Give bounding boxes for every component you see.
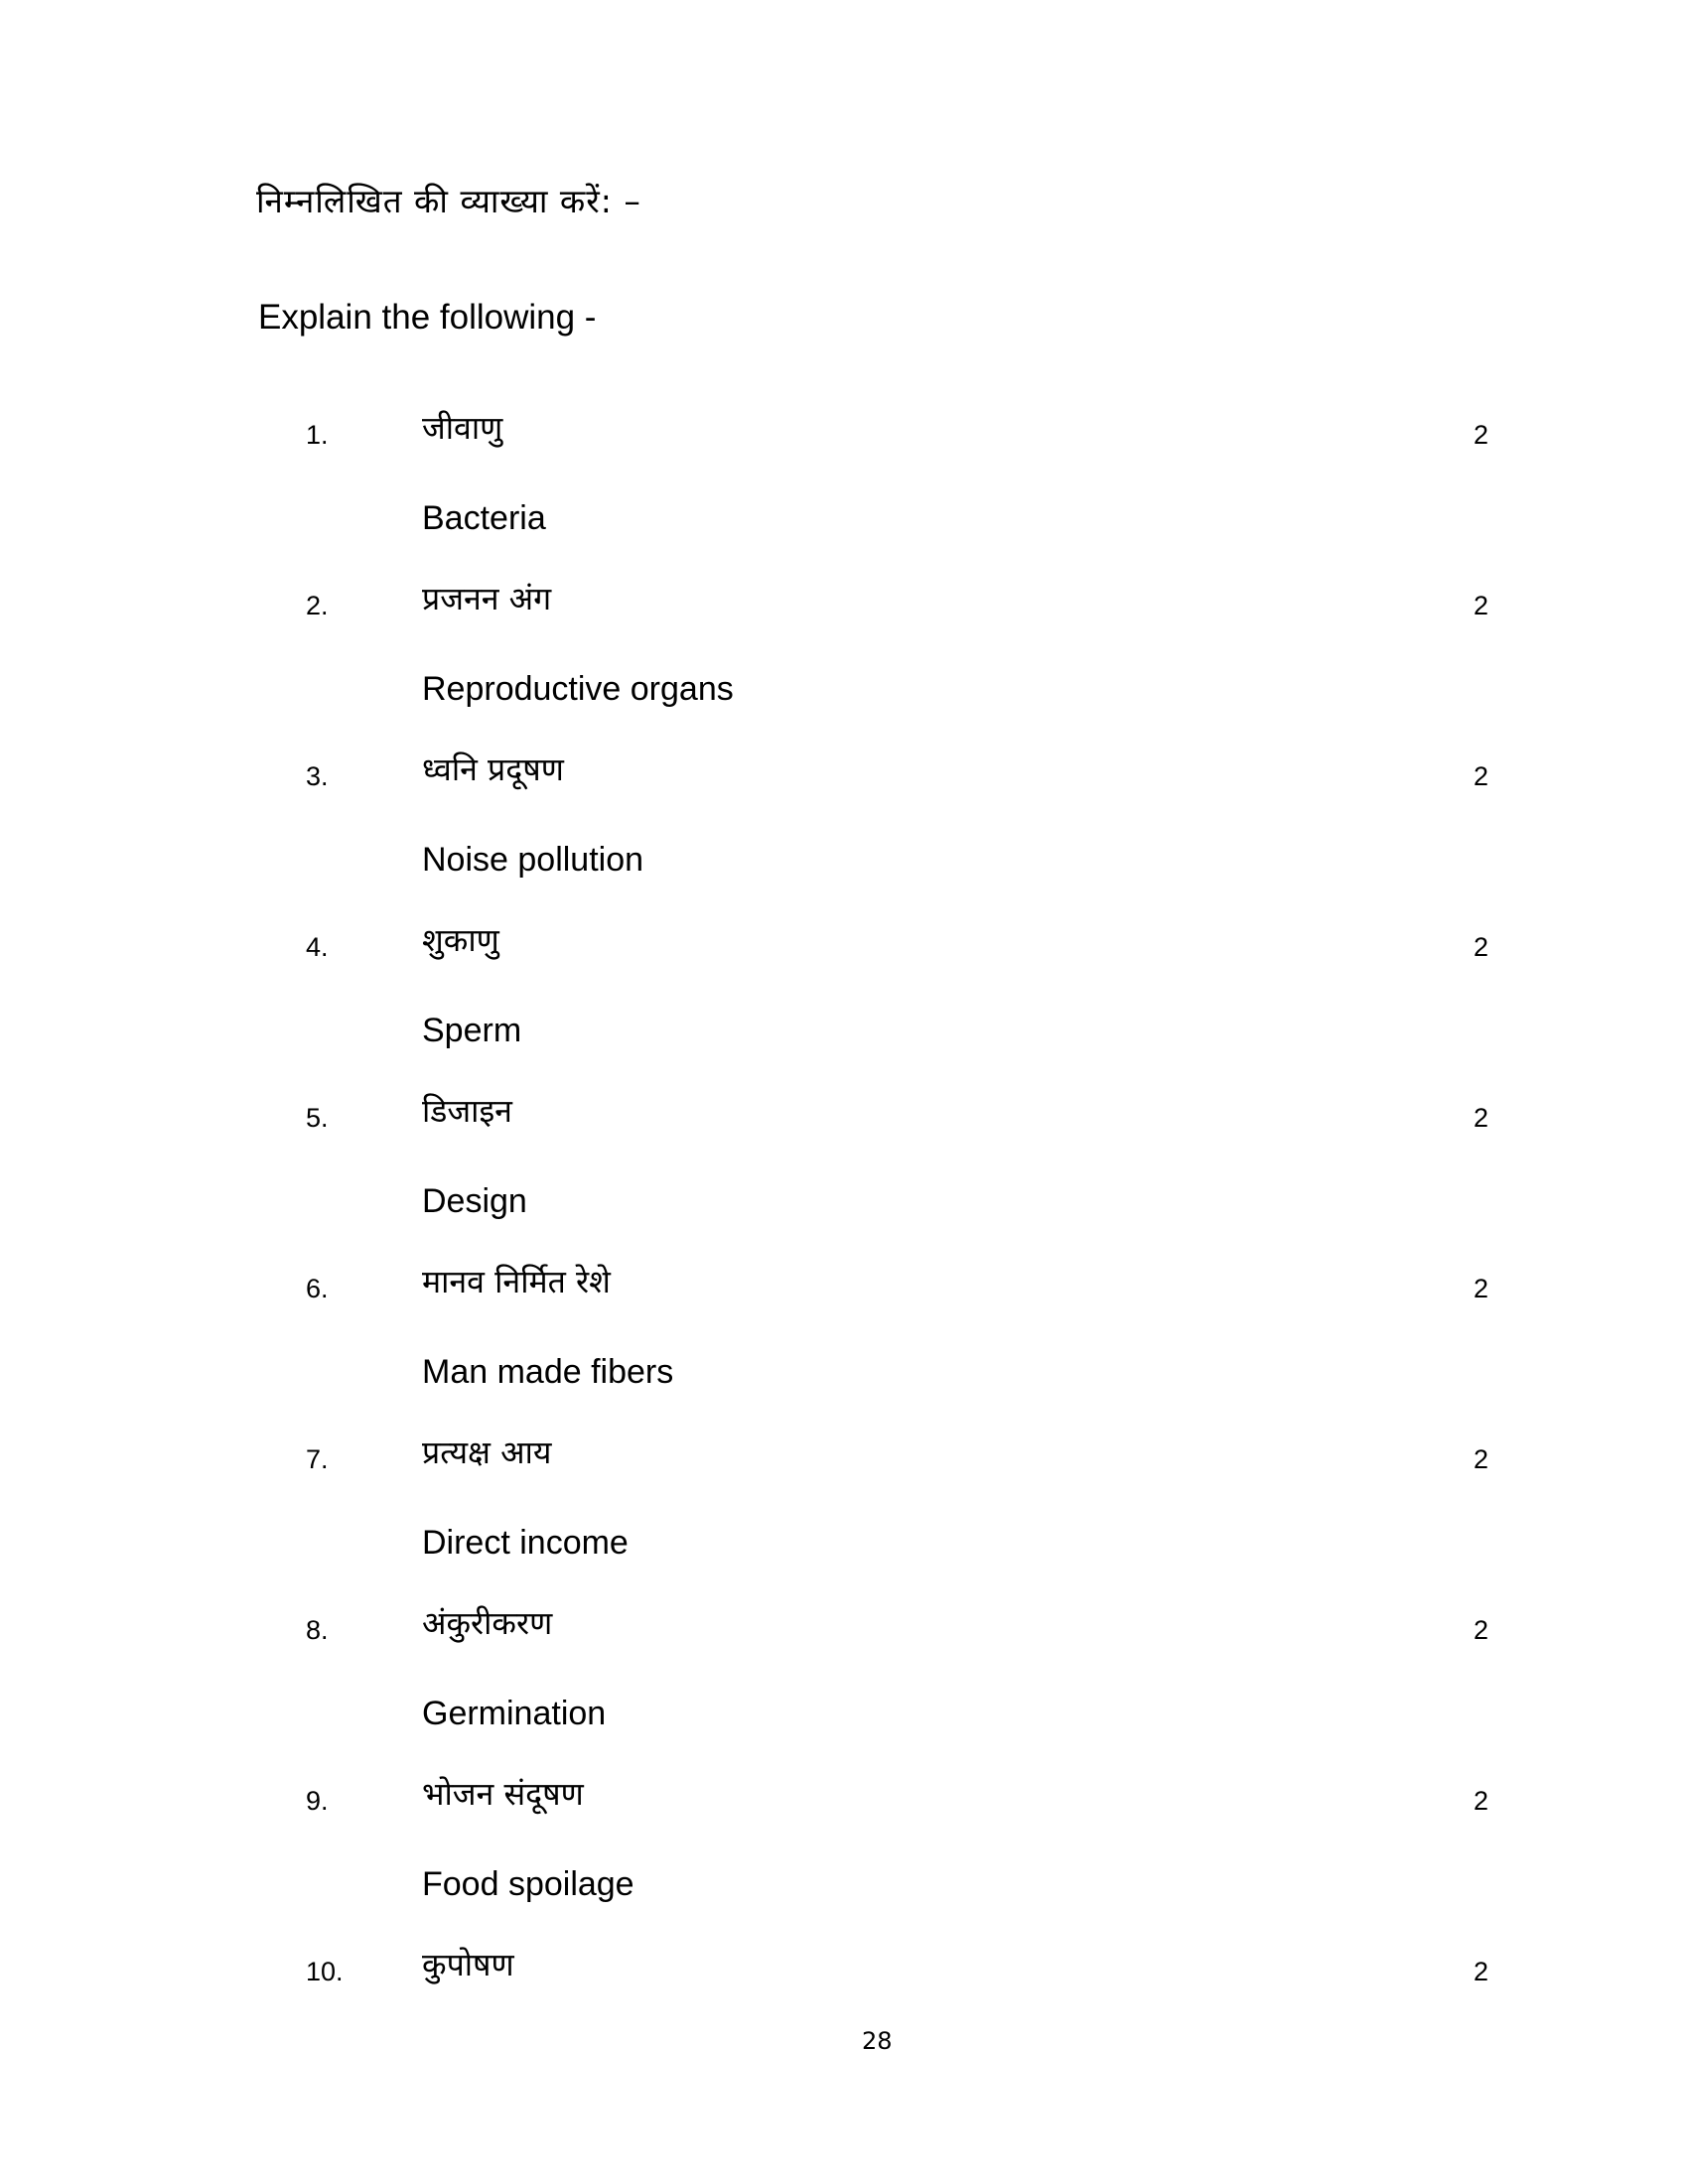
question-number: 2. [306,591,329,620]
question-term-hindi: ध्वनि प्रदूषण [422,751,564,788]
question-item [0,580,1688,763]
question-marks: 2 [1474,932,1489,962]
question-marks: 2 [1474,1786,1489,1816]
question-term-hindi: डिजाइन [422,1092,512,1130]
question-item [0,1263,1688,1446]
question-term-hindi: प्रजनन अंग [422,580,552,617]
question-number: 5. [306,1103,329,1133]
page-number: 28 [862,2027,893,2055]
question-number: 3. [306,761,329,791]
question-term-english: Reproductive organs [422,670,734,708]
question-number: 7. [306,1444,329,1474]
question-term-english: Design [422,1182,527,1220]
instruction-heading-english: Explain the following - [258,298,597,337]
question-marks: 2 [1474,591,1489,620]
question-term-hindi: भोजन संदूषण [422,1775,584,1813]
question-item [0,921,1688,1105]
question-term-english: Germination [422,1695,607,1732]
question-term-hindi: अंकुरीकरण [422,1604,553,1642]
question-term-english: Direct income [422,1524,629,1562]
question-marks: 2 [1474,1274,1489,1303]
question-number: 1. [306,420,329,450]
question-marks: 2 [1474,420,1489,450]
question-term-hindi: कुपोषण [422,1946,514,1983]
question-term-english: Bacteria [422,499,546,537]
instruction-heading-hindi: निम्नलिखित की व्याख्या करें: – [256,182,641,220]
question-marks: 2 [1474,1444,1489,1474]
question-term-english: Food spoilage [422,1865,634,1903]
question-item [0,1433,1688,1617]
question-item [0,1775,1688,1959]
question-item [0,1604,1688,1788]
question-number: 8. [306,1615,329,1645]
question-number: 9. [306,1786,329,1816]
question-term-english: Sperm [422,1012,522,1049]
question-term-hindi: जीवाणु [422,409,503,447]
question-number: 6. [306,1274,329,1303]
question-marks: 2 [1474,1615,1489,1645]
question-number: 10. [306,1957,344,1986]
question-term-english: Man made fibers [422,1353,674,1391]
question-term-hindi: प्रत्यक्ष आय [422,1433,552,1471]
question-item [0,751,1688,934]
question-item [0,1092,1688,1276]
question-marks: 2 [1474,1957,1489,1986]
question-item [0,1946,1688,2129]
question-item [0,409,1688,593]
question-marks: 2 [1474,761,1489,791]
question-marks: 2 [1474,1103,1489,1133]
question-term-hindi: शुकाणु [422,921,499,959]
question-number: 4. [306,932,329,962]
question-term-english: Noise pollution [422,841,644,879]
question-term-hindi: मानव निर्मित रेशे [422,1263,611,1300]
